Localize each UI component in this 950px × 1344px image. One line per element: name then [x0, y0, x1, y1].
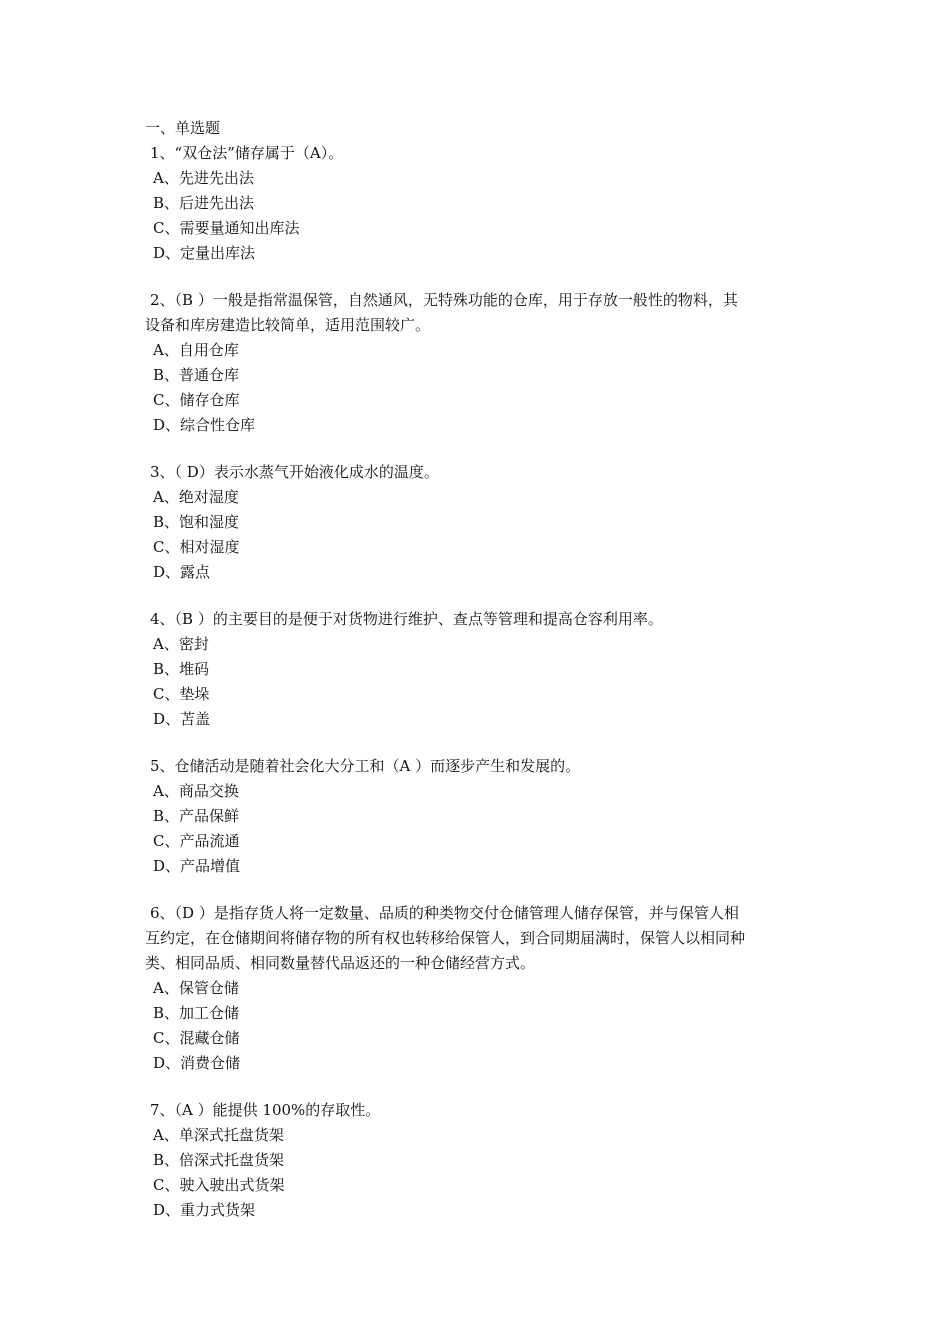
- question-1: [145, 141, 810, 266]
- question-stem-line: 6、（D ）是指存货人将一定数量、品质的种类物交付仓储管理人储存保管，并与保管人相: [150, 904, 739, 922]
- question-stem: [145, 1098, 810, 1123]
- option-c: C、储存仓库: [153, 391, 240, 409]
- option-a: A、密封: [153, 635, 209, 653]
- option-c: C、混藏仓储: [153, 1029, 240, 1047]
- option-a: A、单深式托盘货架: [153, 1126, 284, 1144]
- option-d: D、产品增值: [153, 857, 241, 875]
- option-b: B、饱和湿度: [153, 513, 240, 531]
- question-stem: [145, 607, 810, 632]
- option-d: D、露点: [153, 563, 211, 581]
- section-title: 一、单选题: [145, 119, 221, 137]
- document-body: [145, 116, 810, 1245]
- question-stem-line: 设备和库房建造比较简单，适用范围较广。: [145, 316, 431, 334]
- question-4: [145, 607, 810, 732]
- question-2: [145, 288, 810, 438]
- question-stem-line: 4、（B ）的主要目的是便于对货物进行维护、查点等管理和提高仓容利用率。: [150, 610, 663, 628]
- option-b: B、堆码: [153, 660, 210, 678]
- question-stem: [145, 460, 810, 485]
- question-stem: [145, 901, 810, 976]
- option-d: D、定量出库法: [153, 244, 256, 262]
- option-d: D、综合性仓库: [153, 416, 256, 434]
- question-stem: [145, 288, 810, 338]
- option-d: D、苫盖: [153, 710, 211, 728]
- option-d: D、重力式货架: [153, 1201, 256, 1219]
- question-stem-line: 1、“双仓法”储存属于（A）。: [150, 144, 344, 162]
- option-b: B、加工仓储: [153, 1004, 240, 1022]
- question-stem: [145, 754, 810, 779]
- question-stem-line: 类、相同品质、相同数量替代品返还的一种仓储经营方式。: [145, 954, 536, 972]
- option-b: B、普通仓库: [153, 366, 240, 384]
- option-a: A、先进先出法: [153, 169, 254, 187]
- question-stem: [145, 141, 810, 166]
- question-5: [145, 754, 810, 879]
- option-b: B、倍深式托盘货架: [153, 1151, 285, 1169]
- option-b: B、后进先出法: [153, 194, 255, 212]
- question-stem-line: 互约定，在仓储期间将储存物的所有权也转移给保管人，到合同期届满时，保管人以相同种: [145, 929, 746, 947]
- question-3: [145, 460, 810, 585]
- question-stem-line: 2、（B ）一般是指常温保管，自然通风，无特殊功能的仓库，用于存放一般性的物料，其: [150, 291, 738, 309]
- option-c: C、产品流通: [153, 832, 240, 850]
- question-6: [145, 901, 810, 1076]
- question-stem-line: 7、（A ）能提供 100%的存取性。: [150, 1101, 381, 1119]
- question-stem-line: 5、仓储活动是随着社会化大分工和（A ）而逐步产生和发展的。: [150, 757, 581, 775]
- option-a: A、自用仓库: [153, 341, 239, 359]
- option-c: C、相对湿度: [153, 538, 240, 556]
- option-d: D、消费仓储: [153, 1054, 241, 1072]
- option-c: C、需要量通知出库法: [153, 219, 300, 237]
- option-a: A、保管仓储: [153, 979, 239, 997]
- option-c: C、驶入驶出式货架: [153, 1176, 285, 1194]
- option-a: A、绝对湿度: [153, 488, 239, 506]
- question-stem-line: 3、（ D）表示水蒸气开始液化成水的温度。: [150, 463, 439, 481]
- option-a: A、商品交换: [153, 782, 239, 800]
- question-7: [145, 1098, 810, 1223]
- option-b: B、产品保鲜: [153, 807, 240, 825]
- option-c: C、垫垛: [153, 685, 210, 703]
